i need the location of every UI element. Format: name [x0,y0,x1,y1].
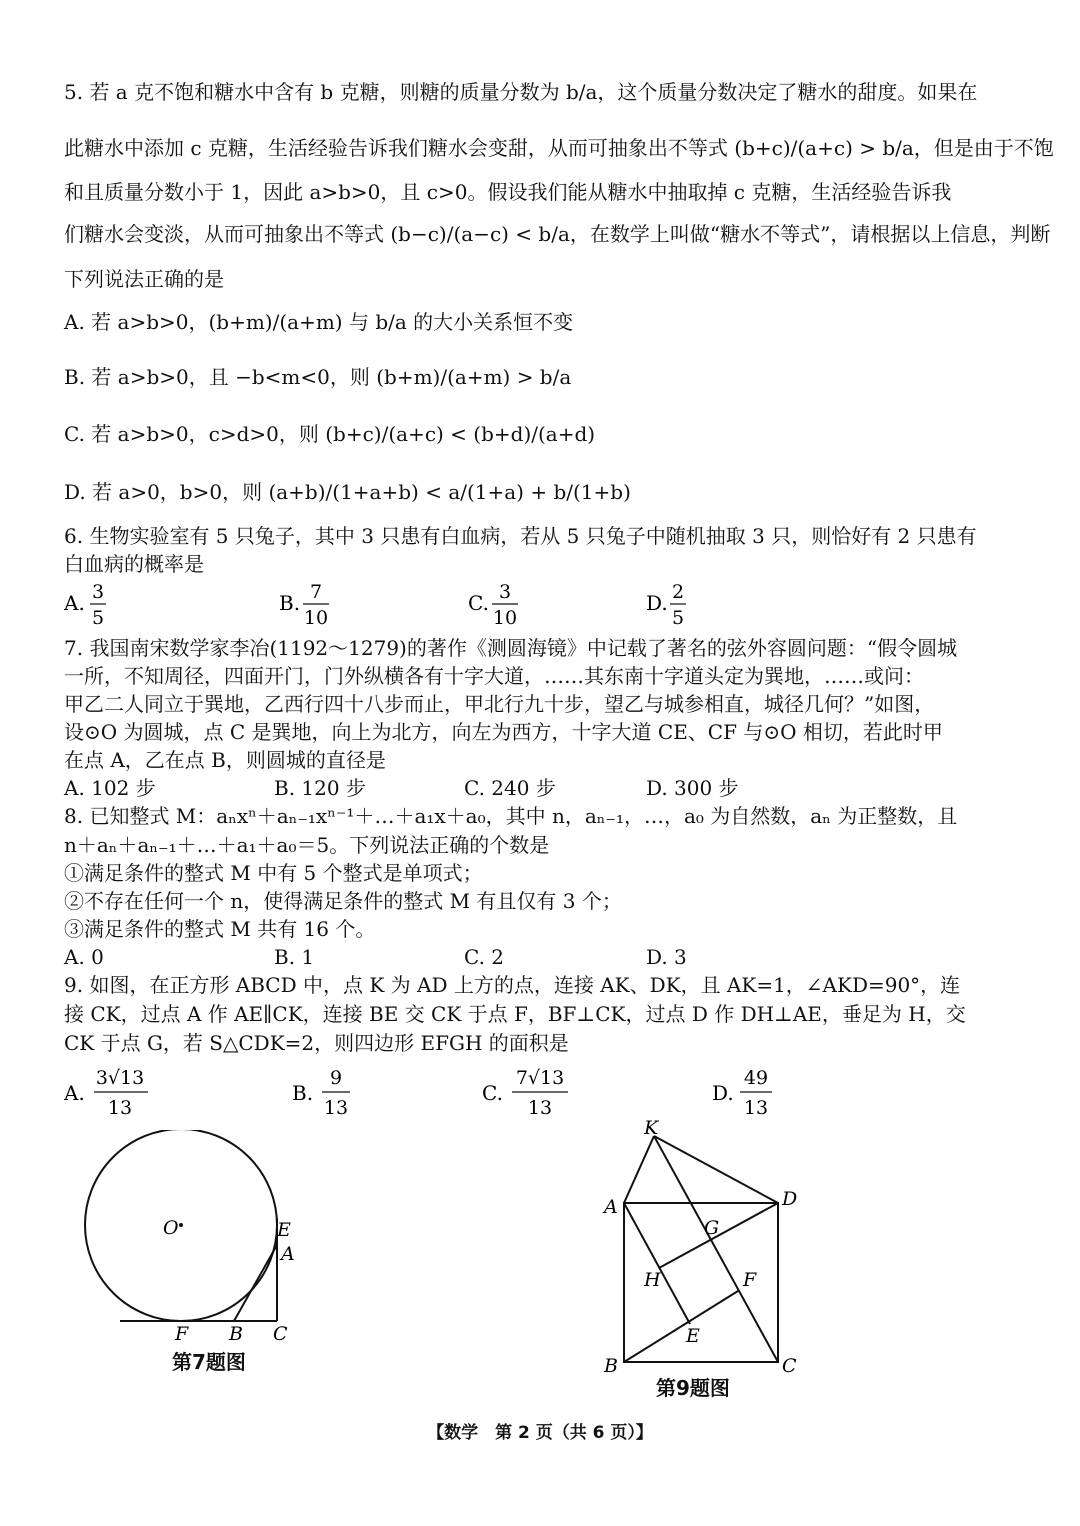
q9-line-3: CK 于点 G，若 S△CDK=2，则四边形 EFGH 的面积是 [64,1031,569,1055]
q5-line-4: 们糖水会变淡，从而可抽象出不等式 (b−c)/(a−c) < b/a，在数学上叫做“糖水不等式”，请根据以上信息，判断 [64,222,1051,246]
q9-options [64,1064,1019,1120]
q8-option-b: B. 1 [274,945,315,969]
label-e: E [277,1219,291,1241]
q7-line-3: 甲乙二人同立于巽地，乙西行四十八步而止，甲北行九十步，望乙与城参相直，城径几何？”如图， [64,692,935,716]
q9-line-2: 接 CK，过点 A 作 AE∥CK，连接 BE 交 CK 于点 F，BF⊥CK，过点 D 作 DH⊥AE，垂足为 H，交 [64,1002,966,1026]
label-k: K [644,1117,659,1139]
q9-option-a-label: A. [64,1081,85,1105]
q6-option-d-numerator: 2 [671,581,685,603]
q9-option-c [482,1067,568,1119]
q6-option-a-label: A. [64,591,85,615]
q9-option-a [64,1067,148,1119]
segment-ab [234,1245,277,1321]
label-f: F [743,1269,757,1291]
q5-line-3: 和且质量分数小于 1，因此 a>b>0，且 c>0。假设我们能从糖水中抽取掉 c 克糖，生活经验告诉我 [64,180,952,204]
q7-option-a: A. 102 步 [64,776,156,800]
segment-ak [624,1136,654,1203]
label-b: B [229,1323,243,1345]
q6-option-d [646,581,686,628]
q6-option-b-denominator: 10 [303,607,329,628]
q9-option-d-denominator: 13 [743,1097,769,1119]
q8-item-3: ③满足条件的整式 M 共有 16 个。 [64,917,376,941]
q5-line-5: 下列说法正确的是 [64,267,224,291]
q8-item-2: ②不存在任何一个 n，使得满足条件的整式 M 有且仅有 3 个； [64,889,622,913]
q8-line-1: 8. 已知整式 M：aₙxⁿ＋aₙ₋₁xⁿ⁻¹＋…＋a₁x＋a₀，其中 n，aₙ₋₁，…，a₀ 为自然数，aₙ 为正整数，且 [64,804,958,828]
q5-option-d: D. 若 a>0，b>0，则 (a+b)/(1+a+b) < a/(1+a) + b/(1+b) [64,480,631,504]
q7-line-5: 在点 A，乙在点 B，则圆城的直径是 [64,748,386,772]
label-f: F [175,1323,189,1345]
label-c: C [273,1323,288,1345]
q9-option-b-denominator: 13 [323,1097,349,1119]
q9-option-c-label: C. [482,1081,503,1105]
figure-7 [60,1130,320,1350]
q7-line-2: 一所，不知周径，四面开门，门外纵横各有十字大道，……其东南十字道头定为巽地，……或问： [64,664,924,688]
q6-option-b [279,581,329,628]
q7-option-d: D. 300 步 [646,776,739,800]
q6-option-a-denominator: 5 [91,607,105,628]
q9-option-d-numerator: 49 [743,1067,769,1089]
q9-option-c-numerator: 7√13 [515,1067,565,1089]
q7-line-1: 7. 我国南宋数学家李冶(1192～1279)的著作《测圆海镜》中记载了著名的弦外容圆问题：“假令圆城 [64,636,958,660]
label-c: C [782,1355,797,1377]
segment-ae [624,1203,690,1324]
q6-line-1: 6. 生物实验室有 5 只兔子，其中 3 只患有白血病，若从 5 只兔子中随机抽取 3 只，则恰好有 2 只患有 [64,524,977,548]
q6-option-b-label: B. [279,591,301,615]
figure-9-caption: 第9题图 [656,1376,730,1400]
q6-option-a-numerator: 3 [91,581,105,603]
q9-line-1: 9. 如图，在正方形 ABCD 中，点 K 为 AD 上方的点，连接 AK、DK，且 AK=1，∠AKD=90°，连 [64,973,961,997]
q6-line-2: 白血病的概率是 [64,552,204,576]
q9-option-b-label: B. [292,1081,314,1105]
q5-line-1: 5. 若 a 克不饱和糖水中含有 b 克糖，则糖的质量分数为 b/a，这个质量分数决定了糖水的甜度。如果在 [64,80,978,104]
label-h: H [644,1269,661,1291]
q8-option-a: A. 0 [64,945,104,969]
q9-option-b [292,1067,350,1119]
q5-option-b: B. 若 a>b>0，且 −b<m<0，则 (b+m)/(a+m) > b/a [64,365,572,389]
q9-option-a-numerator: 3√13 [95,1067,145,1089]
q6-option-a [64,581,106,628]
q8-line-2: n＋aₙ＋aₙ₋₁＋…＋a₁＋a₀＝5。下列说法正确的个数是 [64,833,550,857]
q7-line-4: 设⊙O 为圆城，点 C 是巽地，向上为北方，向左为西方，十字大道 CE、CF 与⊙O 相切，若此时甲 [64,720,943,744]
label-d: D [782,1188,798,1210]
q6-option-c-label: C. [468,591,489,615]
q6-option-d-label: D. [646,591,668,615]
q6-option-c-denominator: 10 [492,607,518,628]
center-point-o [179,1223,183,1227]
q5-option-a: A. 若 a>b>0，(b+m)/(a+m) 与 b/a 的大小关系恒不变 [64,310,574,334]
q5-option-c: C. 若 a>b>0，c>d>0，则 (b+c)/(a+c) < (b+d)/(a+d) [64,422,596,446]
q6-option-fractions [64,580,1019,628]
figure-9 [590,1110,820,1380]
q8-option-d: D. 3 [646,945,687,969]
q9-option-d-label: D. [712,1081,734,1105]
q6-option-b-numerator: 7 [309,581,323,603]
figure-7-caption: 第7题图 [172,1350,246,1374]
label-o: O [163,1217,179,1239]
q8-option-c: C. 2 [464,945,505,969]
q6-option-c-numerator: 3 [498,581,512,603]
q9-option-c-denominator: 13 [527,1097,553,1119]
q9-option-b-numerator: 9 [329,1067,343,1089]
q6-option-c [468,581,518,628]
q7-option-c: C. 240 步 [464,776,556,800]
segment-bf [624,1291,738,1362]
label-g: G [704,1217,720,1239]
label-b: B [604,1355,618,1377]
label-a: A [604,1196,618,1218]
q6-options [64,580,1019,628]
q5-line-2: 此糖水中添加 c 克糖，生活经验告诉我们糖水会变甜，从而可抽象出不等式 (b+c)/(a+c) > b/a，但是由于不饱 [64,136,1054,160]
q9-option-a-denominator: 13 [107,1097,133,1119]
page-footer: 【数学 第 2 页（共 6 页）】 [427,1423,653,1443]
label-a: A [281,1243,295,1265]
q7-option-b: B. 120 步 [274,776,366,800]
q6-option-d-denominator: 5 [671,607,685,628]
q8-item-1: ①满足条件的整式 M 中有 5 个整式是单项式； [64,861,483,885]
label-e: E [686,1325,700,1347]
q9-option-fractions [64,1064,1019,1120]
